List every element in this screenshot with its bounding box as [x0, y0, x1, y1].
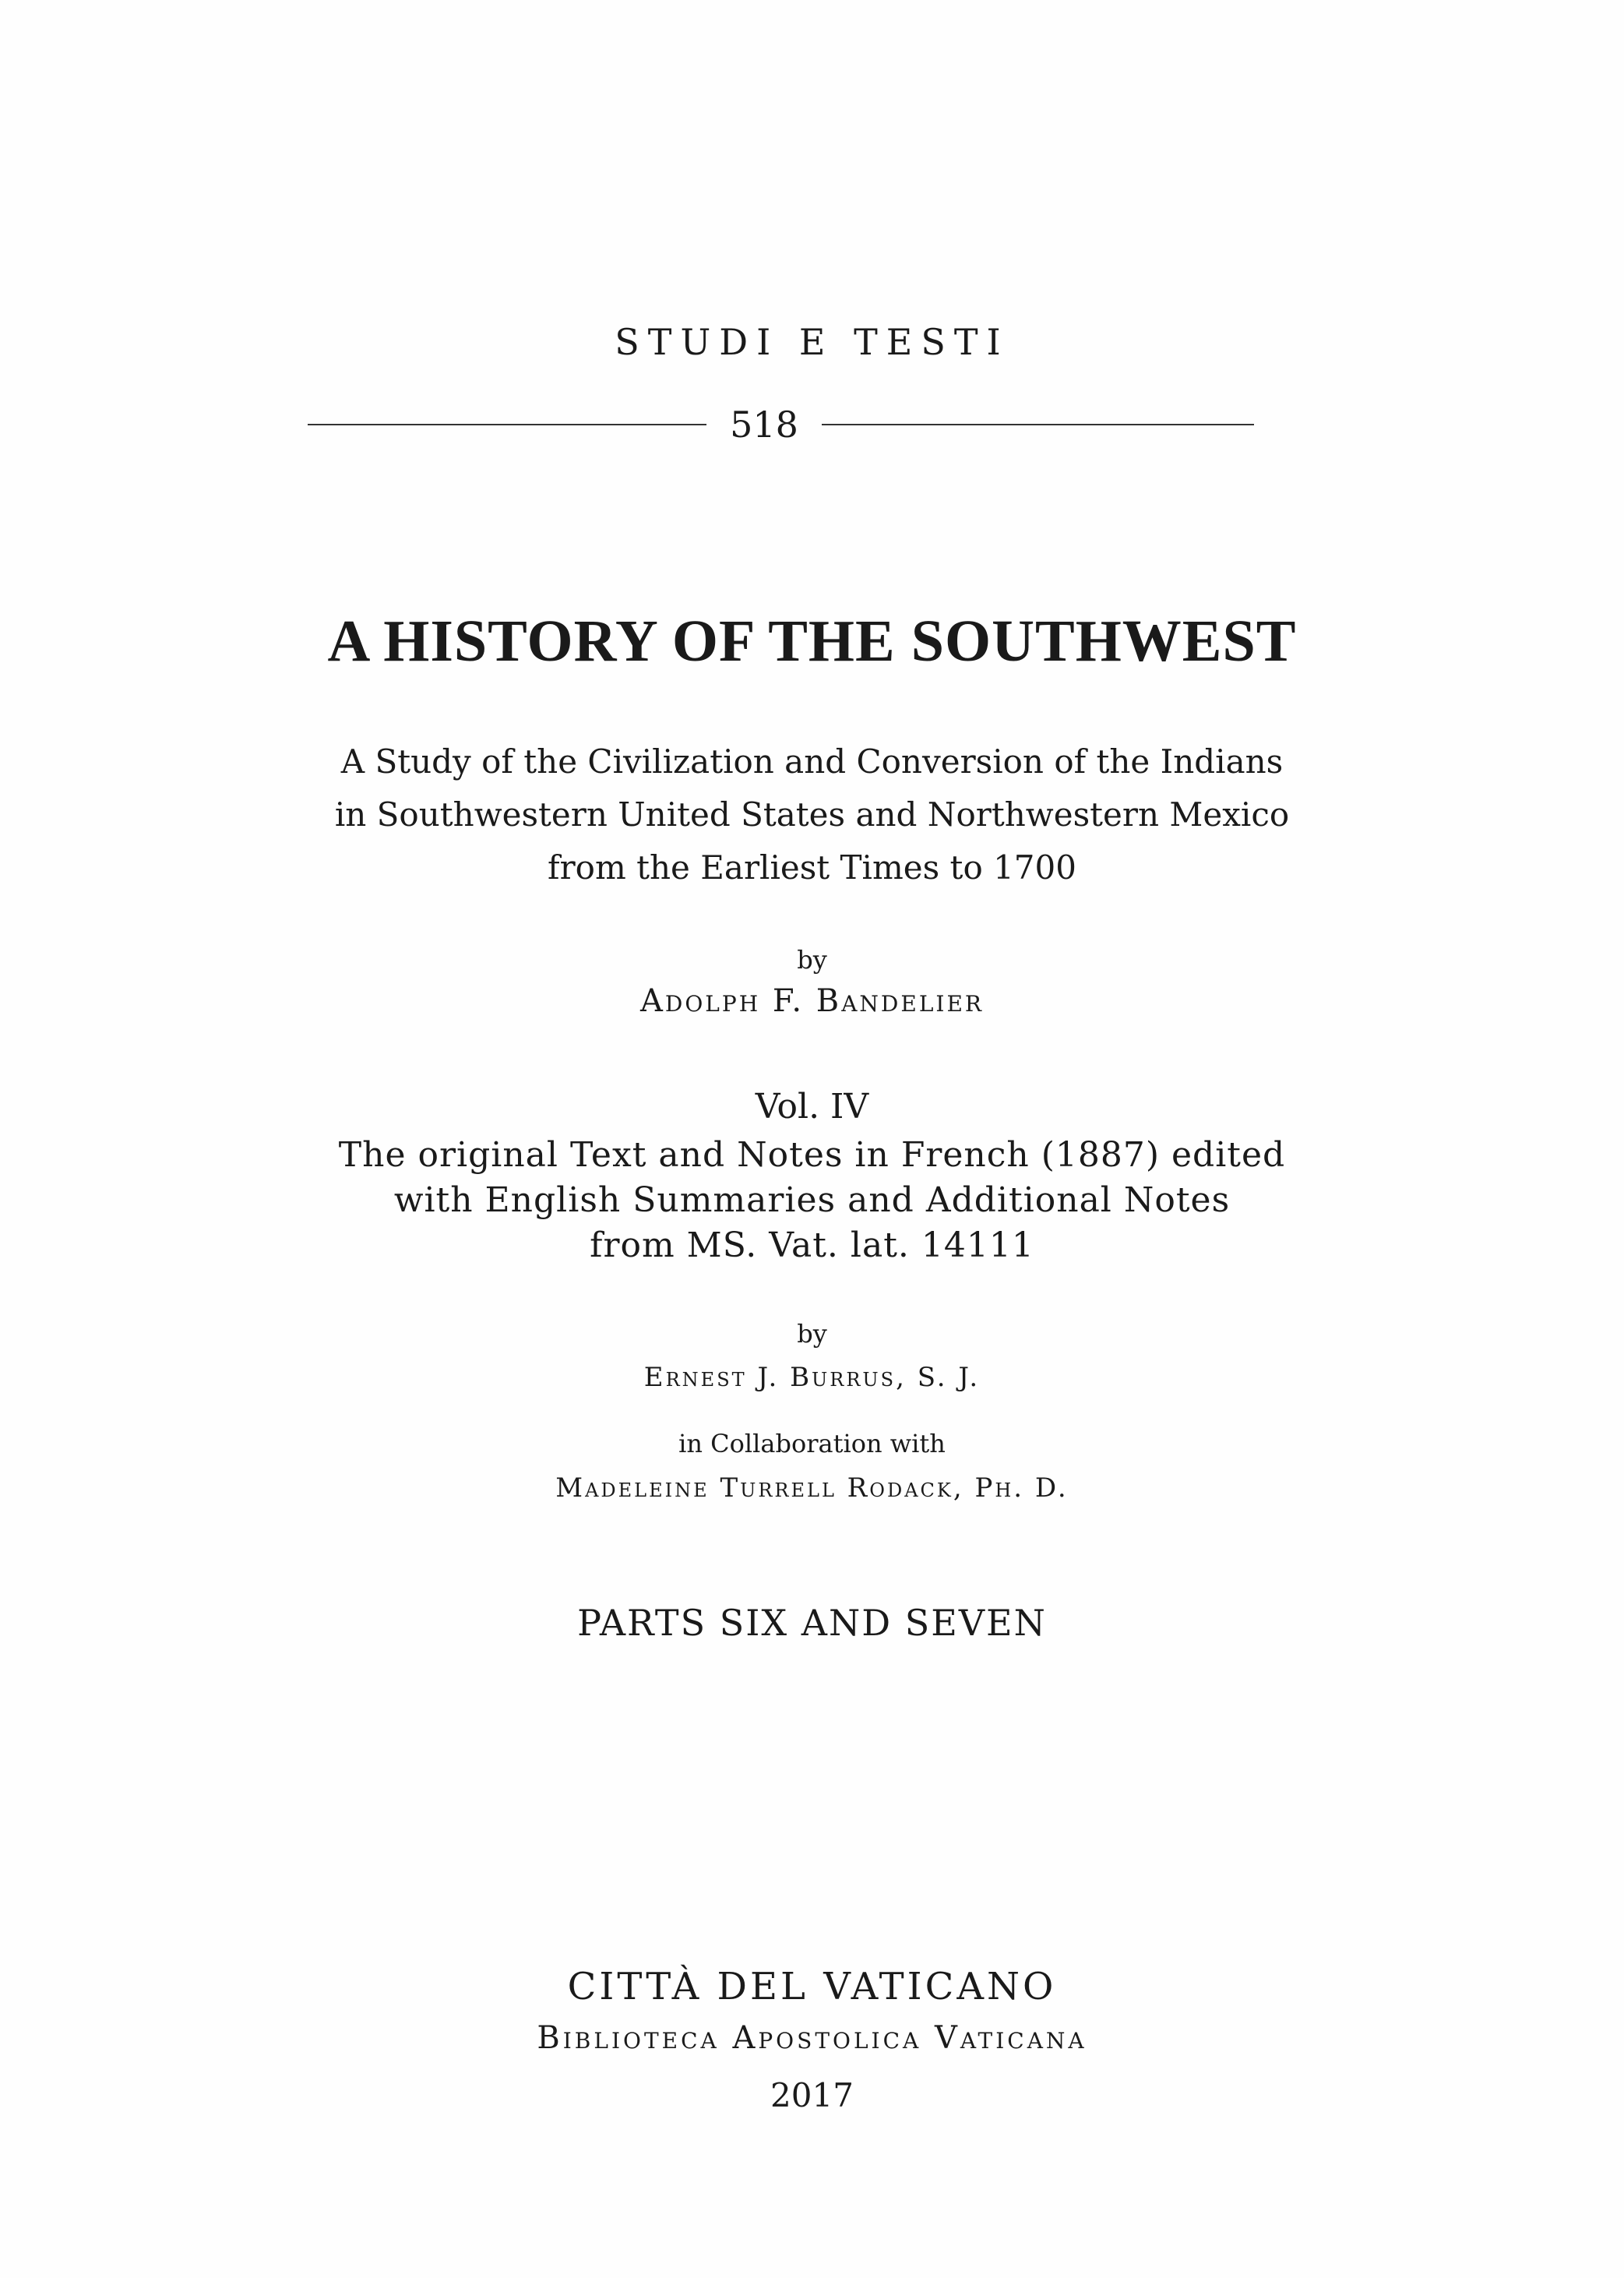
subtitle-line-3: from the Earliest Times to 1700 [548, 848, 1076, 887]
right-rule [822, 424, 1254, 425]
by-label-editor: by [797, 1319, 827, 1349]
volume-label: Vol. IV [755, 1087, 869, 1127]
publication-year: 2017 [770, 2076, 854, 2114]
subtitle-line-1: A Study of the Civilization and Conversion of the Indians [340, 742, 1284, 781]
subtitle-line-2: in Southwestern United States and Northwestern Mexico [334, 795, 1290, 834]
book-title: A HISTORY OF THE SOUTHWEST [327, 608, 1297, 674]
author-name: Adolph F. Bandelier [640, 983, 984, 1019]
volume-desc-line-2: with English Summaries and Additional Notes [393, 1180, 1231, 1220]
editor-name: Ernest J. Burrus, S. J. [643, 1362, 981, 1393]
collaborator-name: Madeleine Turrell Rodack, Ph. D. [555, 1472, 1069, 1504]
series-name: STUDI E TESTI [615, 321, 1009, 363]
volume-desc-line-3: from MS. Vat. lat. 14111 [590, 1225, 1034, 1265]
publication-place: CITTÀ DEL VATICANO [567, 1965, 1057, 2008]
by-label-author: by [797, 945, 827, 975]
collaboration-label: in Collaboration with [678, 1429, 946, 1458]
series-number: 518 [730, 404, 798, 446]
volume-desc-line-1: The original Text and Notes in French (1887) edited [338, 1135, 1286, 1175]
parts-label: PARTS SIX AND SEVEN [577, 1602, 1047, 1644]
left-rule [308, 424, 706, 425]
publisher-name: Biblioteca Apostolica Vaticana [537, 2020, 1087, 2056]
series-number-row [292, 401, 1270, 448]
